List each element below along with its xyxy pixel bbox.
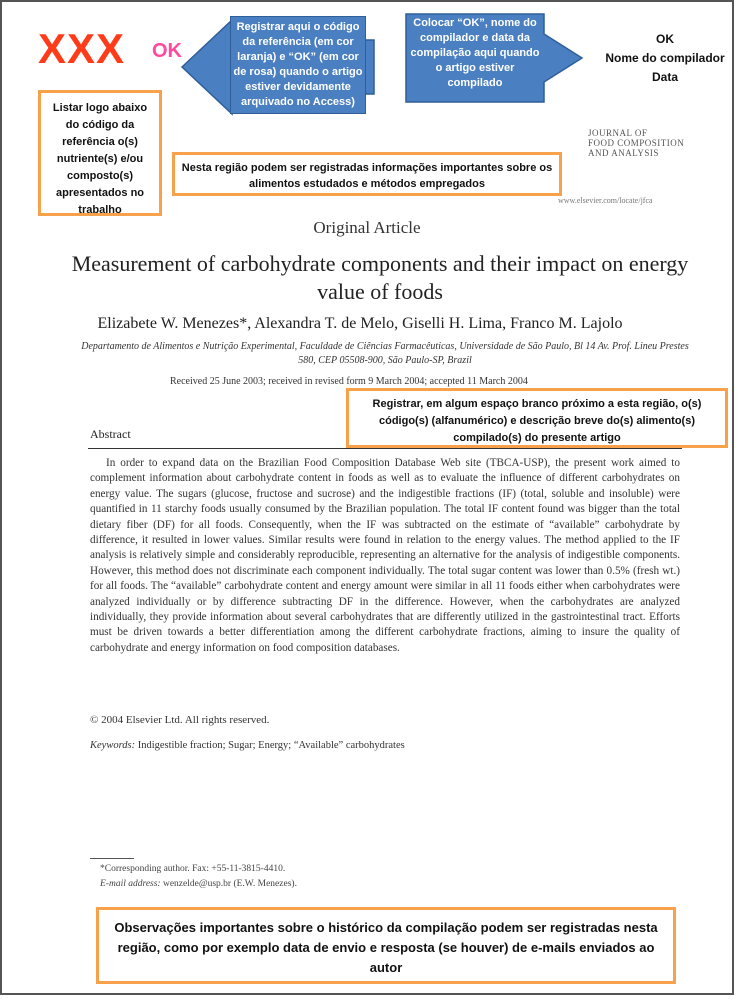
footnote-email-label: E-mail address:	[100, 879, 161, 889]
journal-name-line1: JOURNAL OF	[588, 128, 648, 138]
archived-ok-mark: OK	[152, 40, 182, 62]
footnote-email: wenzelde@usp.br (E.W. Menezes).	[162, 879, 297, 889]
footnote-divider	[90, 858, 134, 859]
compiler-name-label: Nome do compilador	[605, 51, 725, 65]
journal-name	[588, 128, 698, 158]
footnote	[100, 862, 297, 892]
note-region-info: Nesta região podem ser registradas informações importantes sobre os alimentos estudados e métodos empregados	[172, 152, 562, 196]
article-affiliation: Departamento de Alimentos e Nutrição Experimental, Faculdade de Ciências Farmacêuticas, Universidade de São Paulo, Bl 14 Av. Prof. Lineu Prestes 580, CEP 05508-900, São Paulo-SP, Brazil	[81, 341, 689, 366]
footnote-email-line	[100, 877, 297, 892]
journal-name-line3: AND ANALYSIS	[588, 148, 659, 158]
copyright-notice: © 2004 Elsevier Ltd. All rights reserved.	[90, 714, 270, 726]
compiler-ok-block	[590, 30, 738, 87]
abstract-text: In order to expand data on the Brazilian Food Composition Database Web site (TBCA-USP), the present work aimed to complement information about carbohydrate content in foods as well as to evaluate the influence of different carbohydrates on energy value. The sugars (glucose, fructose and sucrose) and the indigestible fractions (IF) (total, soluble and insoluble) were quantified in 11 starchy foods usually consumed by the Brazilian population. The total IF content found was bigger than the total dietary fiber (DF) for all foods. Consequently, when the IF was subtracted on the estimate of “available” carbohydrate by difference, it resulted in lower values. Similar results were found in relation to the energy values. The method applied to the IF analysis is relatively simple and considerably reproducible, representing an alternative for the analysis of indigestible components. However, this method does not discriminate each component individually. The total sugar content was lower than 0.5% (fresh wt.) for all foods. The “available” carbohydrate content and energy amount were similar in all 11 foods either when carbohydrates were analyzed individually or by difference subtracting DF in the difference. However, when the carbohydrates are analyzed individually, they provide information about several carbohydrates that are differently utilized in the gastrointestinal tract. Efforts must be driven towards a better differentiation among the different carbohydrate fractions, aiming to insure the quality of carbohydrate and energy information on food composition databases.	[90, 457, 680, 654]
article-received-dates: Received 25 June 2003; received in revised form 9 March 2004; accepted 11 March 2004	[170, 376, 528, 387]
reference-code: XXX	[38, 25, 126, 72]
note-list-nutrients: Listar logo abaixo do código da referência o(s) nutriente(s) e/ou composto(s) apresentados no trabalho	[38, 90, 162, 216]
note-observations: Observações importantes sobre o histórico da compilação podem ser registradas nesta região, como por exemplo data de envio e resposta (se houver) de e-mails enviados ao autor	[96, 907, 676, 984]
keywords-label: Keywords:	[90, 740, 136, 751]
callout-compiler-ok-text: Colocar “OK”, nome do compilador e data da compilação aqui quando o artigo estiver compilado	[410, 17, 540, 89]
keywords-list: Indigestible fraction; Sugar; Energy; “Available” carbohydrates	[137, 740, 405, 751]
ok-label: OK	[656, 32, 674, 46]
journal-url: www.elsevier.com/locate/jfca	[558, 196, 653, 205]
note-register-foods: Registrar, em algum espaço branco próximo a esta região, o(s) código(s) (alfanumérico) e descrição breve do(s) alimento(s) compilado(s) do presente artigo	[346, 388, 728, 448]
journal-name-line2: FOOD COMPOSITION	[588, 138, 685, 148]
compilation-date-label: Data	[651, 70, 678, 84]
callout-compiler-ok	[404, 12, 584, 104]
callout-register-code-text: Registrar aqui o código da referência (em cor laranja) e “OK” (em cor de rosa) quando o artigo estiver devidamente arquivado no Access)	[230, 16, 366, 114]
article-authors: Elizabete W. Menezes*, Alexandra T. de Melo, Giselli H. Lima, Franco M. Lajolo	[97, 315, 623, 332]
abstract-heading: Abstract	[90, 427, 131, 441]
footnote-author: *Corresponding author. Fax: +55-11-3815-4410.	[100, 864, 286, 874]
abstract-divider	[88, 448, 682, 449]
article-type: Original Article	[313, 218, 421, 237]
article-title: Measurement of carbohydrate components and their impact on energy value of foods	[71, 251, 689, 304]
callout-register-code	[180, 12, 376, 122]
keywords	[90, 740, 405, 751]
